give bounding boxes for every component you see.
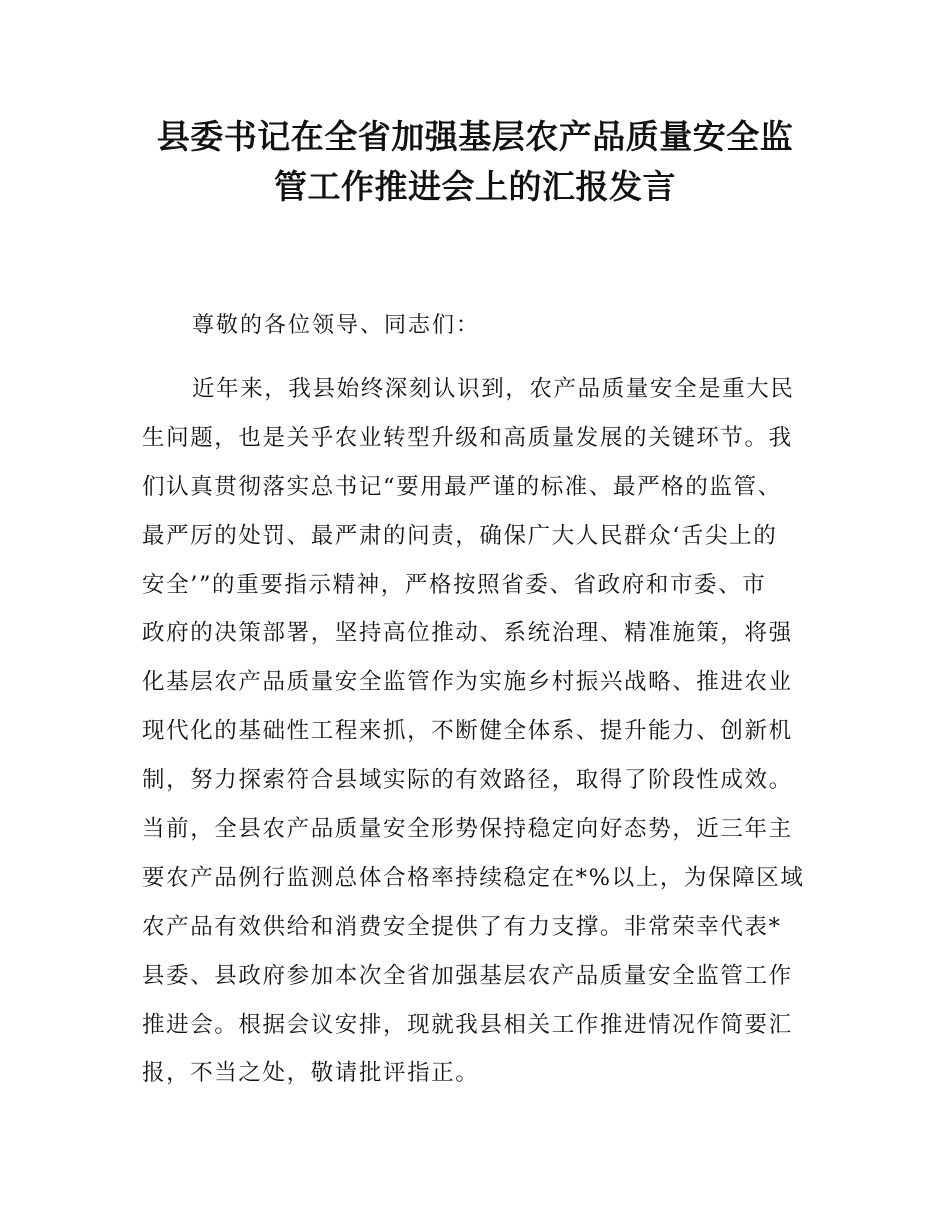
paragraph-line: 近年来，我县始终深刻认识到，农产品质量安全是重大民 xyxy=(192,376,795,402)
salutation: 尊敬的各位领导、同志们： xyxy=(192,313,481,338)
paragraph-line: 县委、县政府参加本次全省加强基层农产品质量安全监管工作 xyxy=(142,962,793,989)
paragraph-line: 们认真贯彻落实总书记“要用最严谨的标准、最严格的监管、 xyxy=(142,473,782,500)
paragraph-line: 制，努力探索符合县域实际的有效路径，取得了阶段性成效。 xyxy=(142,767,793,794)
paragraph-line: 最严厉的处罚、最严肃的问责，确保广大人民群众‘舌尖上的 xyxy=(142,522,778,549)
paragraph-line: 要农产品例行监测总体合格率持续稳定在*%以上，为保障区域 xyxy=(142,864,805,891)
paragraph-line: 推进会。根据会议安排，现就我县相关工作推进情况作简要汇 xyxy=(142,1011,793,1038)
paragraph-line: 安全’”的重要指示精神，严格按照省委、省政府和市委、市 xyxy=(142,571,767,598)
paragraph-line: 农产品有效供给和消费安全提供了有力支撑。非常荣幸代表* xyxy=(142,913,782,940)
body-paragraph xyxy=(142,369,822,1102)
paragraph-line: 政府的决策部署，坚持高位推动、系统治理、精准施策，将强 xyxy=(142,620,793,647)
document-title xyxy=(140,112,810,212)
title-line: 管工作推进会上的汇报发言 xyxy=(274,167,676,206)
title-line: 县委书记在全省加强基层农产品质量安全监 xyxy=(156,117,794,156)
paragraph-line: 当前，全县农产品质量安全形势保持稳定向好态势，近三年主 xyxy=(142,816,793,843)
paragraph-line: 化基层农产品质量安全监管作为实施乡村振兴战略、推进农业 xyxy=(142,669,793,696)
paragraph-line: 生问题，也是关乎农业转型升级和高质量发展的关键环节。我 xyxy=(142,424,793,451)
paragraph-line: 现代化的基础性工程来抓，不断健全体系、提升能力、创新机 xyxy=(142,718,793,745)
paragraph-line: 报，不当之处，敬请批评指正。 xyxy=(142,1060,480,1087)
